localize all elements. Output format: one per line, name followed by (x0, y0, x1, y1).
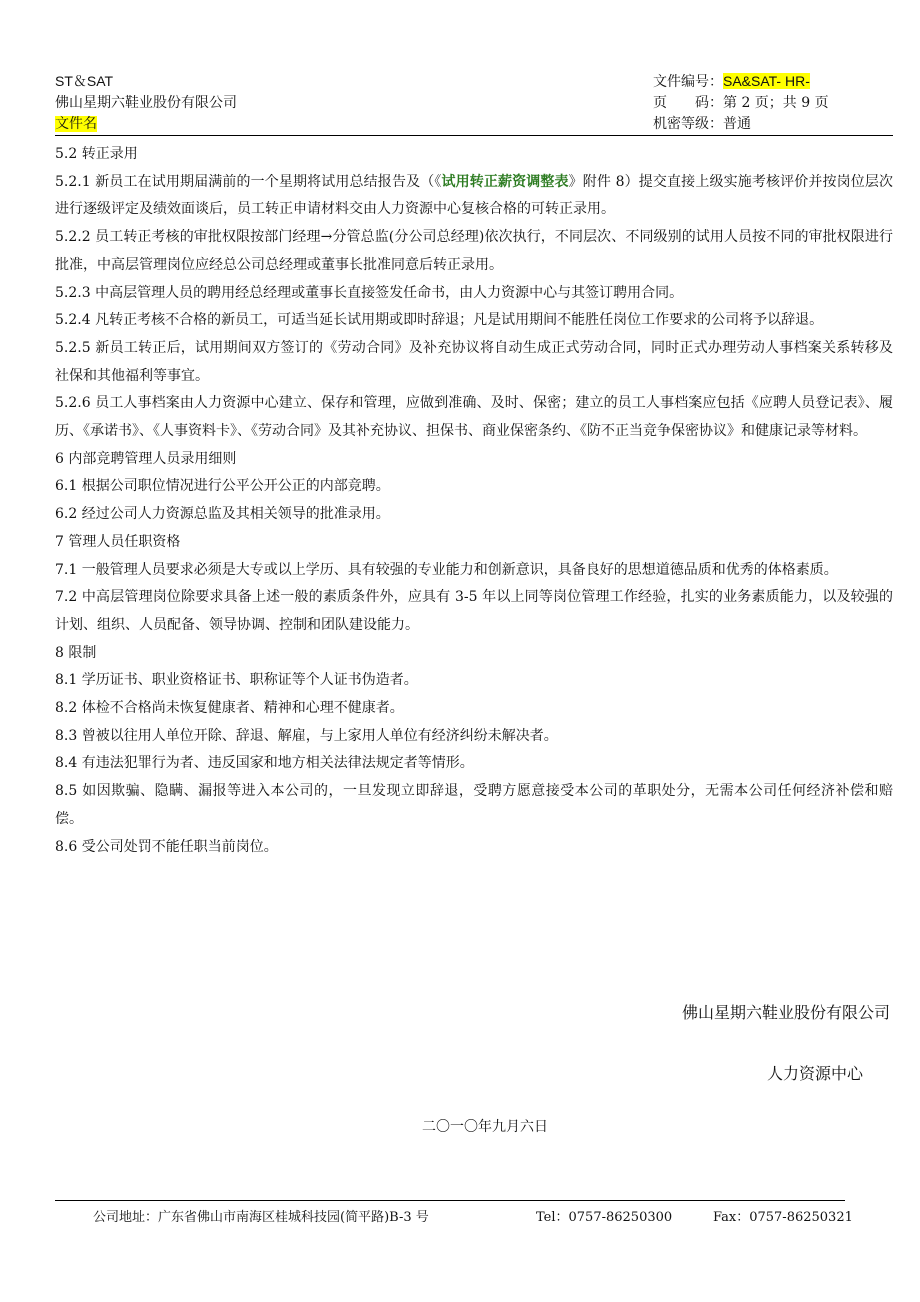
clause-5-2-1-text-a: 5.2.1 新员工在试用期届满前的一个星期将试用总结报告及（《 (55, 173, 442, 190)
section-7-title: 7 管理人员任职资格 (55, 533, 181, 550)
clause-8-5: 8.5 如因欺骗、隐瞒、漏报等进入本公司的，一旦发现立即辞退，受聘方愿意接受本公司的革职处分，无需本公司任何经济补偿和赔偿。 (55, 783, 893, 827)
section-5-2-title: 5.2 转正录用 (55, 146, 138, 162)
secrecy-level-label: 机密等级： (653, 116, 723, 132)
clause-8-2: 8.2 体检不合格尚未恢复健康者、精神和心理不健康者。 (55, 700, 404, 717)
signature-department: 人力资源中心 (766, 1064, 863, 1083)
clause-8-6: 8.6 受公司处罚不能任职当前岗位。 (55, 838, 278, 855)
footer-tel: Tel：0757-86250300 (536, 1210, 673, 1225)
clause-8-1: 8.1 学历证书、职业资格证书、职称证等个人证书伪造者。 (55, 672, 418, 689)
document-body (55, 141, 893, 861)
file-number-label: 文件编号： (653, 74, 723, 90)
clause-5-2-1 (55, 169, 893, 224)
file-name-highlight: 文件名 (55, 116, 97, 132)
clause-7-1: 7.1 一般管理人员要求必须是大专或以上学历、具有较强的专业能力和创新意识，具备良好的思想道德品质和优秀的体格素质。 (55, 561, 838, 578)
file-number (653, 70, 810, 93)
footer-fax: Fax：0757-86250321 (713, 1210, 853, 1225)
clause-6-2: 6.2 经过公司人力资源总监及其相关领导的批准录用。 (55, 506, 390, 523)
secrecy-level (653, 113, 751, 135)
clause-5-2-6: 5.2.6 员工人事档案由人力资源中心建立、保存和管理，应做到准确、及时、保密；建立的员工人事档案应包括《应聘人员登记表》、履历、《承诺书》、《人事资料卡》、《劳动合同》及其补充协议、担保书、商业保密条约、《防不正当竞争保密协议》和健康记录等材料。 (55, 395, 893, 440)
clause-7-2: 7.2 中高层管理岗位除要求具备上述一般的素质条件外，应具有 3-5 年以上同等岗位管理工作经验，扎实的业务素质能力，以及较强的计划、组织、人员配备、领导协调、控制和团队建设能力。 (55, 589, 893, 633)
page-number (653, 92, 829, 114)
clause-5-2-1-text-b: 》附件 8）提交直接上级实施考核评价并按岗位层次进行逐级评定及绩效面谈后，员工转正申请材料交由人力资源中心复核合格的可转正录用。 (55, 173, 894, 218)
clause-8-3: 8.3 曾被以往用人单位开除、辞退、解雇，与上家用人单位有经济纠纷未解决者。 (55, 727, 558, 744)
secrecy-level-value: 普通 (723, 116, 751, 132)
clause-5-2-3: 5.2.3 中高层管理人员的聘用经总经理或董事长直接签发任命书，由人力资源中心与其签订聘用合同。 (55, 284, 684, 301)
company-abbreviation: ST＆SAT (55, 73, 114, 89)
file-name-label (55, 113, 97, 135)
document-header (55, 70, 893, 136)
clause-6-1: 6.1 根据公司职位情况进行公平公开公正的内部竞聘。 (55, 478, 390, 495)
signature-date: 二〇一〇年九月六日 (422, 1119, 548, 1135)
company-name: 佛山星期六鞋业股份有限公司 (55, 95, 237, 111)
footer-address: 公司地址：广东省佛山市南海区桂城科技园(简平路)B-3 号 (93, 1210, 429, 1225)
clause-5-2-2: 5.2.2 员工转正考核的审批权限按部门经理→分管总监(分公司总经理)依次执行，不同层次、不同级别的试用人员按不同的审批权限进行批准，中高层管理岗位应经总公司总经理或董事长批准同意后转正录用。 (55, 229, 893, 273)
page-number-label: 页 码： (653, 95, 723, 111)
page-number-value: 第 2 页；共 9 页 (723, 95, 829, 111)
section-6-title: 6 内部竞聘管理人员录用细则 (55, 450, 237, 467)
header-divider (55, 135, 893, 136)
form-name-link: 试用转正薪资调整表 (441, 173, 569, 190)
section-8-title: 8 限制 (55, 644, 97, 661)
file-number-value: SA&SAT- HR- (723, 73, 810, 89)
clause-5-2-4: 5.2.4 凡转正考核不合格的新员工，可适当延长试用期或即时辞退；凡是试用期间不能胜任岗位工作要求的公司将予以辞退。 (55, 312, 824, 329)
clause-8-4: 8.4 有违法犯罪行为者、违反国家和地方相关法律法规定者等情形。 (55, 755, 474, 772)
clause-5-2-5: 5.2.5 新员工转正后，试用期间双方签订的《劳动合同》及补充协议将自动生成正式劳动合同，同时正式办理劳动人事档案关系转移及社保和其他福利等事宜。 (55, 339, 893, 384)
signature-company: 佛山星期六鞋业股份有限公司 (681, 1003, 890, 1022)
footer-divider (55, 1200, 845, 1201)
